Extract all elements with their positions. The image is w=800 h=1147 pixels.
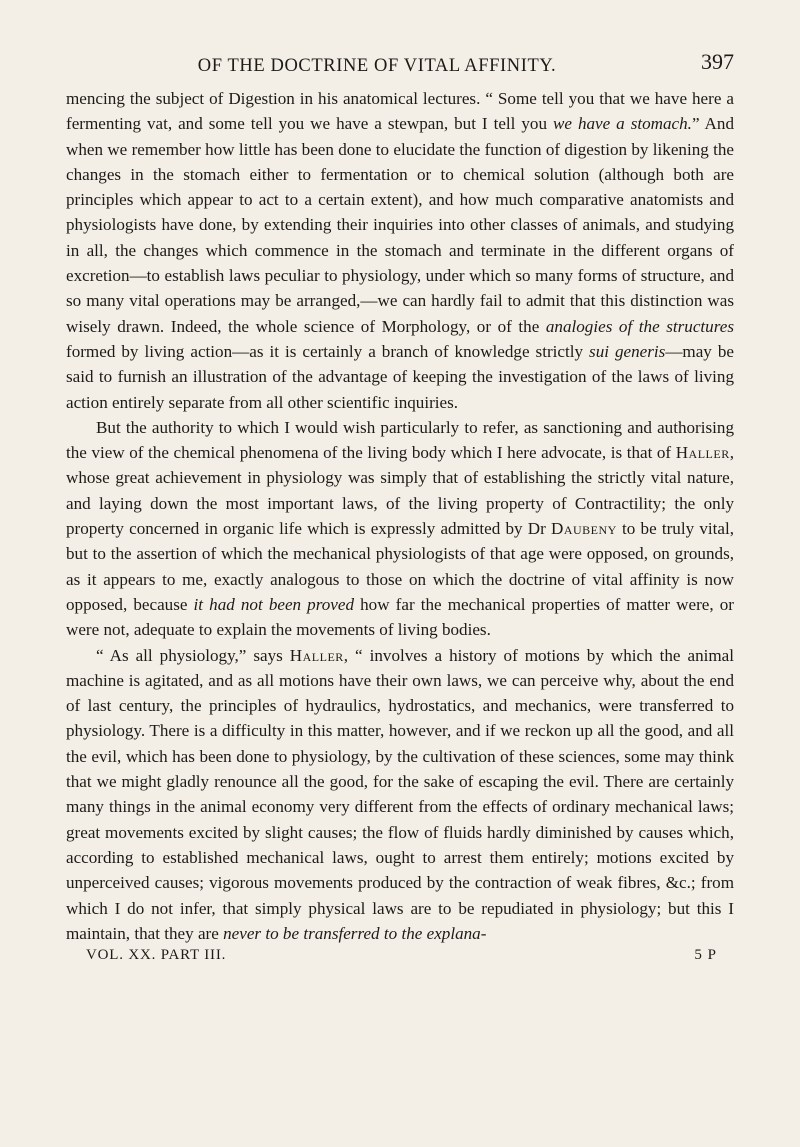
running-head: OF THE DOCTRINE OF VITAL AFFINITY. — [197, 56, 557, 76]
signature-mark: 5 P — [694, 947, 717, 964]
text-run: , “ involves a history of motions by which the animal machine is agitated, and as all motions have their own laws, we can perceive why, about the end of last century, the principles of hydraulics, hydrostatics, and mechanics, were transferred to physiology. There is a difficulty in this matter, however, and if we reckon up all the good, and all the evil, which has been done to physiology, by the cultivation of these sciences, some may think that we might gladly renounce all the good, for the sake of escaping the evil. There are certainly many things in the animal economy very different from the effects of ordinary mechanical laws; great movements excited by slight causes; the flow of fluids hardly diminished by causes which, according to established mechanical laws, ought to arrest them entirely; motions excited by unperceived causes; vigorous movements produced by the contraction of weak fibres, &c.; from which I do not infer, that simply physical laws are to be repudiated in physiology; but this I maintain, that they are — [66, 645, 735, 943]
page-header — [66, 46, 734, 86]
text-run: to be truly vital, but to the assertion of which the mechanical physiologists of that age were opposed, on grounds, as it appears to me, exactly analogous to those on which the doctrine of vital affinity is now opposed, because — [66, 519, 734, 614]
text-run: ” And when we remember how little has been done to elucidate the function of digestion by likening the changes in the stomach either to fermentation or to chemical solution (although both are principles which appear to act to a certain extent), and how much comparative anatomists and physiologists have done, by extending their inquiries into other classes of animals, and studying in all, the changes which commence in the stomach and terminate in the different organs of excretion—to establish laws peculiar to physiology, under which so many forms of structure, and so many vital operations may be arranged,—we can hardly fail to admit that this distinction was wisely drawn. Indeed, the whole science of Morphology, or of the — [66, 114, 735, 336]
italic-phrase: it had not been proved — [193, 594, 355, 614]
author-name: Haller — [675, 443, 730, 463]
book-page — [66, 46, 734, 971]
text-run: —may be said to furnish an illustration of the advantage of keeping the investigation of the laws of living action entirely separate from all other scientific inquiries. — [66, 341, 734, 412]
italic-phrase: analogies of the structures — [545, 316, 734, 336]
text-run: mencing the subject of Digestion in his anatomical lectures. “ Some tell you that we have here a fermenting vat, and some tell you we have a stewpan, but I tell you — [66, 89, 734, 134]
text-run: “ As all physiology,” says — [96, 645, 290, 665]
italic-phrase: sui generis — [589, 341, 666, 361]
text-run: how far the mechanical properties of matter were, or were not, adequate to explain the movements of living bodies. — [66, 594, 734, 640]
volume-label: VOL. XX. PART III. — [86, 947, 227, 964]
author-name: Haller — [289, 645, 344, 665]
paragraph — [66, 643, 734, 947]
body-text — [66, 86, 734, 946]
italic-phrase: never to be transferred to the explana- — [223, 923, 487, 943]
author-name: Daubeny — [551, 519, 617, 539]
page-number: 397 — [701, 49, 734, 74]
italic-phrase: we have a stomach. — [553, 114, 692, 134]
text-run: formed by living action—as it is certainly a branch of knowledge strictly — [66, 341, 590, 361]
paragraph — [66, 86, 734, 415]
page-footer — [66, 947, 734, 971]
paragraph — [66, 415, 734, 643]
text-run: , whose great achievement in physiology was simply that of establishing the strictly vital nature, and laying down the most important laws, of the living property of Contractility; the only property concerned in organic life which is expressly admitted by Dr — [66, 443, 734, 539]
text-run: But the authority to which I would wish particularly to refer, as sanctioning and authorising the view of the chemical phenomena of the living body which I here advocate, is that of — [66, 417, 734, 463]
